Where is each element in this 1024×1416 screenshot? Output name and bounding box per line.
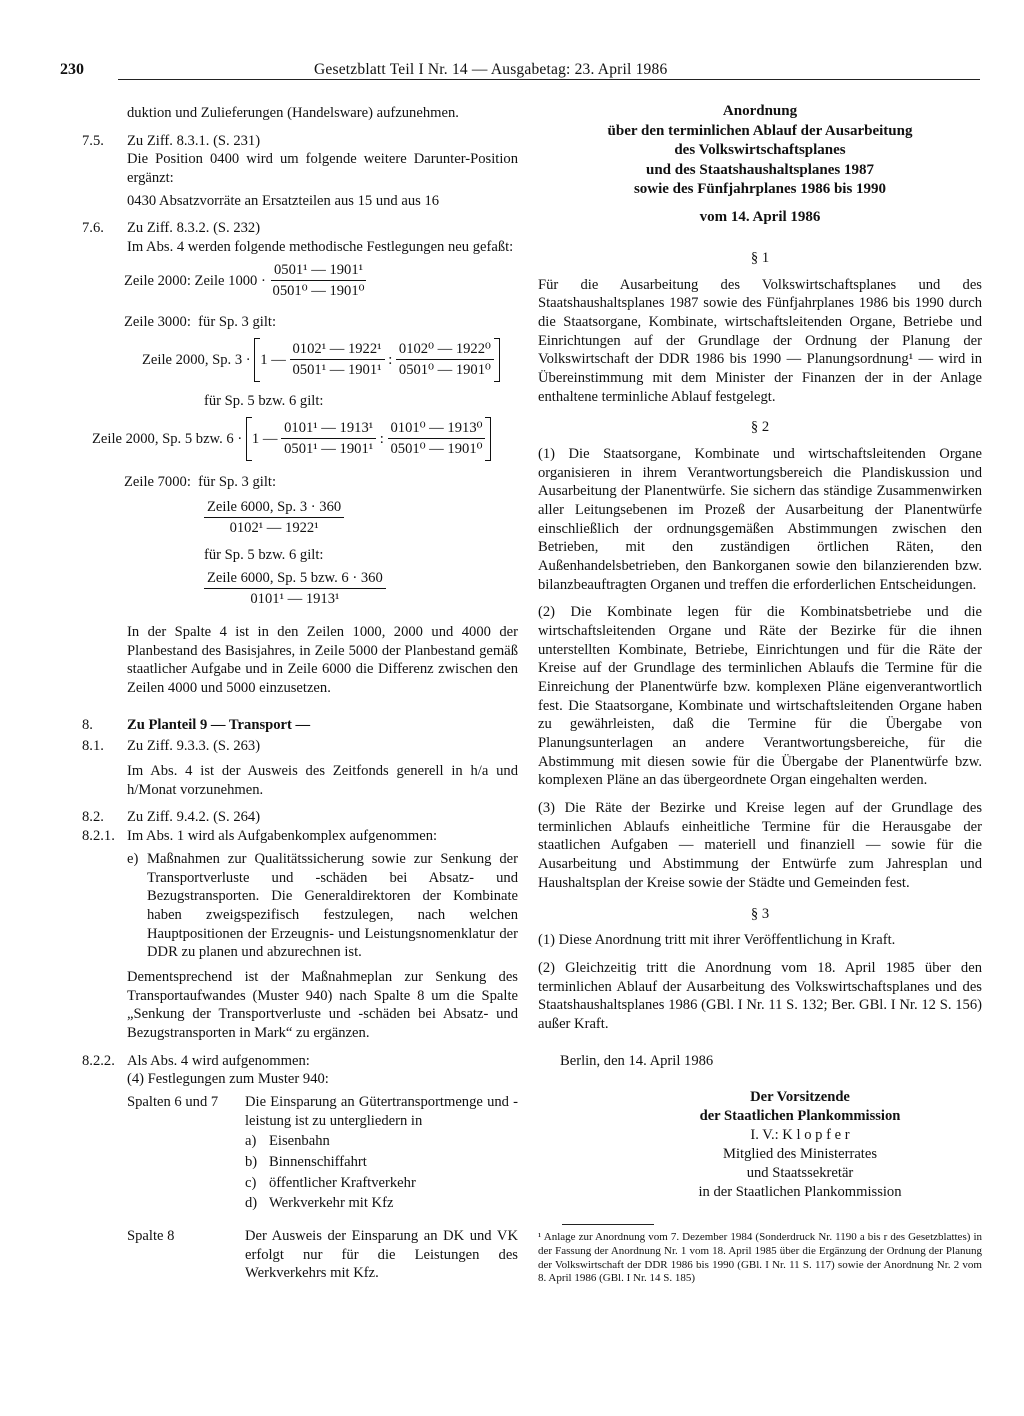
position-item: 0430 Absatzvorräte an Ersatzteilen aus 15 und aus 16 [127, 192, 440, 209]
section-7-6 [82, 219, 518, 256]
transport-list [245, 1132, 518, 1213]
section-heading: Zu Ziff. 9.4.2. (S. 264) [127, 809, 261, 826]
spalte-8: Spalte 8 Der Ausweis der Einsparung an DK und VK erfolgt nur für die Leistungen des Werkverkehrs mit Kfz. [127, 1227, 518, 1282]
list-item: b) Binnenschiffahrt [245, 1153, 367, 1170]
paragraph-1: Für die Ausarbeitung des Volkswirtschaftsplanes und des Staatshaushaltsplanes 1987 sowie des Fünfjahrplanes 1986 bis 1990 durch die Staatsorgane, Kombinate, wirtschaftsleitenden Organe, Betriebe und Einrichtungen auf der Grundlage der Ordnung der Planung der Volkswirtschaft der DDR 1986 bis 1990 — Planungsordnung¹ — wird in Übereinstimmung mit dem Minister der Finanzen der in der Anlage enthaltene terminliche Ablauf festgelegt. [538, 276, 982, 405]
formula-label: Zeile 2000: [124, 272, 191, 289]
section-paragraph: In der Spalte 4 ist in den Zeilen 1000, 2000 und 4000 der Planbestand des Basisjahres, in Zeile 5000 der Planbestand gemäß staatlicher Aufgabe und in Zeile 6000 die Differenz zwischen den Zeilen 4000 und 5000 einzusetzen. [127, 624, 518, 697]
section-8-2-2 [82, 1052, 518, 1283]
bracket: 1 — $\frac{\text{0102¹ — 1922¹}}{\text{0501¹ — 1901¹}}$ : $\frac{\text{0102⁰ — 1922⁰}}{\text{0501⁰ — 1901⁰}}$ [254, 338, 500, 382]
section-heading: Im Abs. 1 wird als Aufgabenkomplex aufgenommen: [127, 828, 438, 845]
section-number: 8.2.2. [82, 1052, 115, 1069]
page-number: 230 [60, 61, 84, 78]
place-date: Berlin, den 14. April 1986 [560, 1052, 714, 1069]
footnote: ¹ Anlage zur Anordnung vom 7. Dezember 1984 (Sonderdruck Nr. 1190 a bis r des Gesetzblattes) in der Fassung der Anordnung Nr. 1 vom 18. April 1985 über die Ergänzung der Ordnung der Planung der Volkswirtschaft der DDR 1986 bis 1990 (GBl. I Nr. 11 S. 117) sowie der Anordnung Nr. 2 vom 8. April 1986 (GBl. I Nr. 14 S. 185) [538, 1231, 982, 1285]
title-line: des Volkswirtschaftsplanes [674, 142, 846, 158]
formula-bracket-sp5: Zeile 2000, Sp. 5 bzw. 6 · 1 — $\frac{\text{0101¹ — 1913¹}}{\text{0501¹ — 1901¹}}$ : $\frac{\text{0101⁰ — 1913⁰}}{\text{0501⁰ — 1901⁰}}$ [82, 417, 518, 461]
formula-prefix: Zeile 1000 · [194, 272, 266, 289]
section-text: Im Abs. 4 werden folgende methodische Festlegungen neu gefaßt: [127, 239, 514, 256]
left-column [82, 104, 518, 1283]
running-title: Gesetzblatt Teil I Nr. 14 — Ausgabetag: 23. April 1986 [314, 61, 668, 78]
formula-fraction-sp3: $\frac{\text{Zeile 6000, Sp. 3 · 360}}{\text{0102¹ — 1922¹}}$ [82, 498, 518, 538]
signature-line: in der Staatlichen Plankommission [698, 1184, 902, 1201]
paragraph-heading: § 2 [750, 419, 770, 436]
section-8-2 [82, 808, 518, 827]
bracket: 1 — $\frac{\text{0101¹ — 1913¹}}{\text{0501¹ — 1901¹}}$ : $\frac{\text{0101⁰ — 1913⁰}}{\text{0501⁰ — 1901⁰}}$ [246, 417, 492, 461]
signature-line: Mitglied des Ministerrates [722, 1146, 878, 1163]
list-item: e) Maßnahmen zur Qualitätssicherung sowie zur Senkung der Transportverluste und -schäden bei Absatz- und Bezugstransporten. Die Generaldirektoren der Kombinate haben zweigspezifisch festzulegen, nach welchen Hauptpositionen der Erzeugnis- und Leistungsnomenklatur der DDR zu planen und abzurechnen ist. [127, 850, 518, 961]
title-line: sowie des Fünfjahrplanes 1986 bis 1990 [633, 181, 887, 197]
signature-line: der Staatlichen Plankommission [699, 1108, 901, 1125]
title-line: über den terminlichen Ablauf der Ausarbeitung [607, 122, 913, 139]
paragraph-heading: § 3 [750, 905, 770, 922]
title-line: und des Staatshaushaltsplanes 1987 [646, 161, 874, 178]
formula-condition: für Sp. 5 bzw. 6 gilt: [204, 547, 324, 564]
formula-zeile-3000: Zeile 3000: für Sp. 3 gilt: [124, 314, 277, 331]
section-number: 8. [82, 716, 93, 733]
section-heading: Zu Ziff. 9.3.3. (S. 263) [127, 738, 261, 755]
section-8-1 [82, 737, 518, 799]
formula-zeile-7000: Zeile 7000: für Sp. 3 gilt: [124, 474, 277, 491]
section-number: 8.1. [82, 738, 104, 755]
ordinance-title [538, 102, 982, 200]
header-rule [118, 79, 980, 80]
section-number: 8.2. [82, 809, 104, 826]
signature-line: und Staatssekretär [746, 1165, 854, 1182]
formula-bracket-sp3: Zeile 2000, Sp. 3 · 1 — $\frac{\text{0102¹ — 1922¹}}{\text{0501¹ — 1901¹}}$ : $\frac{\text{0102⁰ — 1922⁰}}{\text{0501⁰ — 1901⁰}}$ [82, 338, 518, 382]
section-7-5 [82, 132, 518, 211]
page-header [60, 60, 980, 82]
paragraph-2-3: (3) Die Räte der Bezirke und Kreise legen auf der Grundlage des terminlichen Ablaufs einheitliche Termine für die Herausgabe der staatlichen Aufgaben — materiell und finanziell — sowie für die Ausarbeitung und Abstimmung der Entwürfe zum Jahresplan und Haushaltsplan der Kreise sowie der Städte und Gemeinden fest. [538, 800, 982, 891]
spalte-6-7: Spalten 6 und 7 Die Einsparung an Gütertransportmenge und -leistung ist zu untergliedern in a) Eisenbahn b) Binnenschiffahrt c) öffentlicher Kraftverkehr d) Werkverkehr mit Kfz [127, 1093, 518, 1212]
list-item: a) Eisenbahn [245, 1133, 330, 1150]
paragraph-3-1: (1) Diese Anordnung tritt mit ihrer Veröffentlichung in Kraft. [538, 932, 896, 949]
footnote-rule [562, 1224, 654, 1225]
paragraph-2-2: (2) Die Kombinate legen für die Kombinatsbetriebe und die wirtschaftsleitenden Organe und Räte der Bezirke für die ihnen unterstellten Kombinate, Betriebe, Einrichtungen und für die Räte der Kreise auf der Grundlage des terminlichen Ablaufs die Termine für die Einreichung der Planentwürfe bzw. komplexen Pläne eigenverantwortlich fest. Die Staatsorgane, Kombinate und wirtschaftsleitenden Organe haben zu gewährleisten, daß die Termine für die Übergabe von Planungsunterlagen an andere Verantwortungsbereiche, für die Abstimmung mit diesen sowie für die Übergabe der Planentwürfe bzw. komplexen Pläne an das übergeordnete Organ eingehalten werden. [538, 604, 982, 789]
formula-condition: für Sp. 5 bzw. 6 gilt: [204, 393, 324, 410]
section-text: Im Abs. 4 ist der Ausweis des Zeitfonds generell in h/a und h/Monat vorzunehmen. [127, 763, 518, 798]
section-heading: Als Abs. 4 wird aufgenommen: [127, 1052, 310, 1069]
section-number: 8.2.1. [82, 828, 115, 845]
formula-fraction-sp5: $\frac{\text{Zeile 6000, Sp. 5 bzw. 6 · 360}}{\text{0101¹ — 1913¹}}$ [82, 569, 518, 609]
section-8-2-1 [82, 827, 518, 1042]
signature-line: Der Vorsitzende [750, 1089, 850, 1106]
list-item: d) Werkverkehr mit Kfz [245, 1195, 394, 1212]
section-text: Die Position 0400 wird um folgende weitere Darunter-Position ergänzt: [127, 151, 518, 187]
ordinance-date: vom 14. April 1986 [699, 208, 821, 225]
section-8 [82, 716, 518, 735]
paragraph-2-1: (1) Die Staatsorgane, Kombinate und wirtschaftsleitenden Organe organisieren in ihrem Verantwortungsbereich die Plandiskussion und Ausarbeitung der Planentwürfe. Sie sichern das ständige Zusammenwirken aller Leitungsebenen im Prozeß der Ausarbeitung der Planentwürfe einschließlich der ordnungsgemäßen Abstimmungen zwischen den Betrieben, mit den zuständigen örtlichen Räten, den Außenhandelsbetrieben, den Bankorganen sowie den bilanzierenden bzw. bilanzbeauftragten Organen und treffen die erforderlichen Entscheidungen. [538, 446, 982, 593]
formula-fraction: $\frac{\text{0501¹ — 1901¹}}{\text{0501⁰ — 1901⁰}}$ [272, 261, 365, 300]
formula-zeile-2000 [82, 261, 518, 301]
title-line: Anordnung [722, 103, 798, 119]
paragraph-heading: § 1 [750, 250, 770, 266]
section-number: 7.6. [82, 220, 104, 237]
list-item: c) öffentlicher Kraftverkehr [245, 1174, 416, 1191]
section-paragraph: Dementsprechend ist der Maßnahmeplan zur Senkung des Transportaufwandes (Muster 940) nach Spalte 8 um die Spalte „Senkung der Transportverluste und -schäden bei Absatz- und Bezugstransporten in Mark“ zu ergänzen. [127, 968, 518, 1041]
section-heading: Zu Planteil 9 — Transport — [127, 716, 311, 733]
signature-block [538, 1088, 982, 1202]
subsection-heading: (4) Festlegungen zum Muster 940: [127, 1071, 329, 1088]
intro-text: duktion und Zulieferungen (Handelsware) aufzunehmen. [127, 105, 459, 121]
section-heading: Zu Ziff. 8.3.1. (S. 231) [127, 132, 261, 149]
section-heading: Zu Ziff. 8.3.2. (S. 232) [127, 220, 261, 237]
section-number: 7.5. [82, 132, 104, 149]
right-column [538, 102, 982, 1286]
paragraph-3-2: (2) Gleichzeitig tritt die Anordnung vom 18. April 1985 über den terminlichen Ablauf der Ausarbeitung des Volkswirtschaftsplanes und des Staatshaushaltsplanes 1986 (GBl. I Nr. 11 S. 132; Ber. GBl. I Nr. 12 S. 156) außer Kraft. [538, 959, 982, 1032]
signature-line: I. V.: K l o p f e r [750, 1127, 850, 1144]
